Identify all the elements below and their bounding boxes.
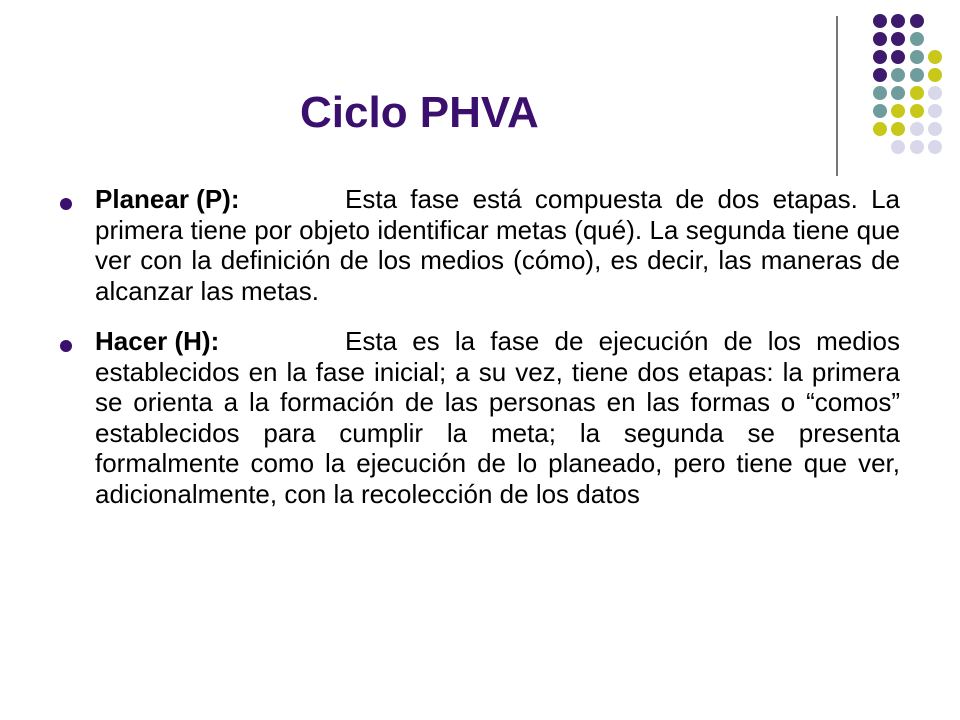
bullet-term: Planear (P): [95,184,240,214]
decorative-dot [910,122,924,136]
decorative-dot [910,86,924,100]
decorative-dot [873,122,887,136]
decorative-dot [928,68,942,82]
decorative-dot [928,122,942,136]
decorative-dot [873,32,887,46]
bullet-text: Esta es la fase de ejecución de los medios establecidos en la fase inicial; a su vez, tiene dos etapas: la primera se orienta a la formación de las personas en las formas o “comos” establecidos para cumplir la meta; la segunda se presenta formalmente como la ejecución de lo planeado, pero tiene que ver, adicionalmente, con la recolección de los datos [95,326,900,509]
decorative-dot [910,14,924,28]
decorative-dot [873,104,887,118]
decorative-dot [928,50,942,64]
bullet-paragraph [95,326,900,509]
decorative-dot [891,50,905,64]
decorative-dot [928,86,942,100]
decorative-dot [910,68,924,82]
decorative-dot [891,122,905,136]
bullet-text: Esta fase está compuesta de dos etapas. La primera tiene por objeto identificar metas (qué). La segunda tiene que ver con la definición de los medios (cómo), es decir, las maneras de alcanzar las metas. [95,184,900,306]
bullet-item-planear [60,184,900,306]
decorative-dot [891,32,905,46]
decorative-dot [891,14,905,28]
bullet-term: Hacer (H): [95,326,220,356]
decorative-dot [873,14,887,28]
decorative-dot [910,140,924,154]
decorative-dot [873,68,887,82]
decorative-dot [928,104,942,118]
decorative-dot [910,50,924,64]
decorative-dot [891,86,905,100]
decorative-dot [891,68,905,82]
bullet-dot-icon [60,340,72,352]
decorative-dot [873,50,887,64]
bullet-paragraph [95,184,900,306]
slide-title: Ciclo PHVA [300,88,539,137]
bullet-dot-icon [60,198,72,210]
decorative-dot [928,140,942,154]
bullet-list [60,184,900,529]
divider-line [836,16,838,176]
decorative-dot [873,86,887,100]
decorative-dot [910,104,924,118]
decorative-dot [891,140,905,154]
decorative-dot [910,32,924,46]
decorative-dot [891,104,905,118]
bullet-item-hacer [60,326,900,509]
